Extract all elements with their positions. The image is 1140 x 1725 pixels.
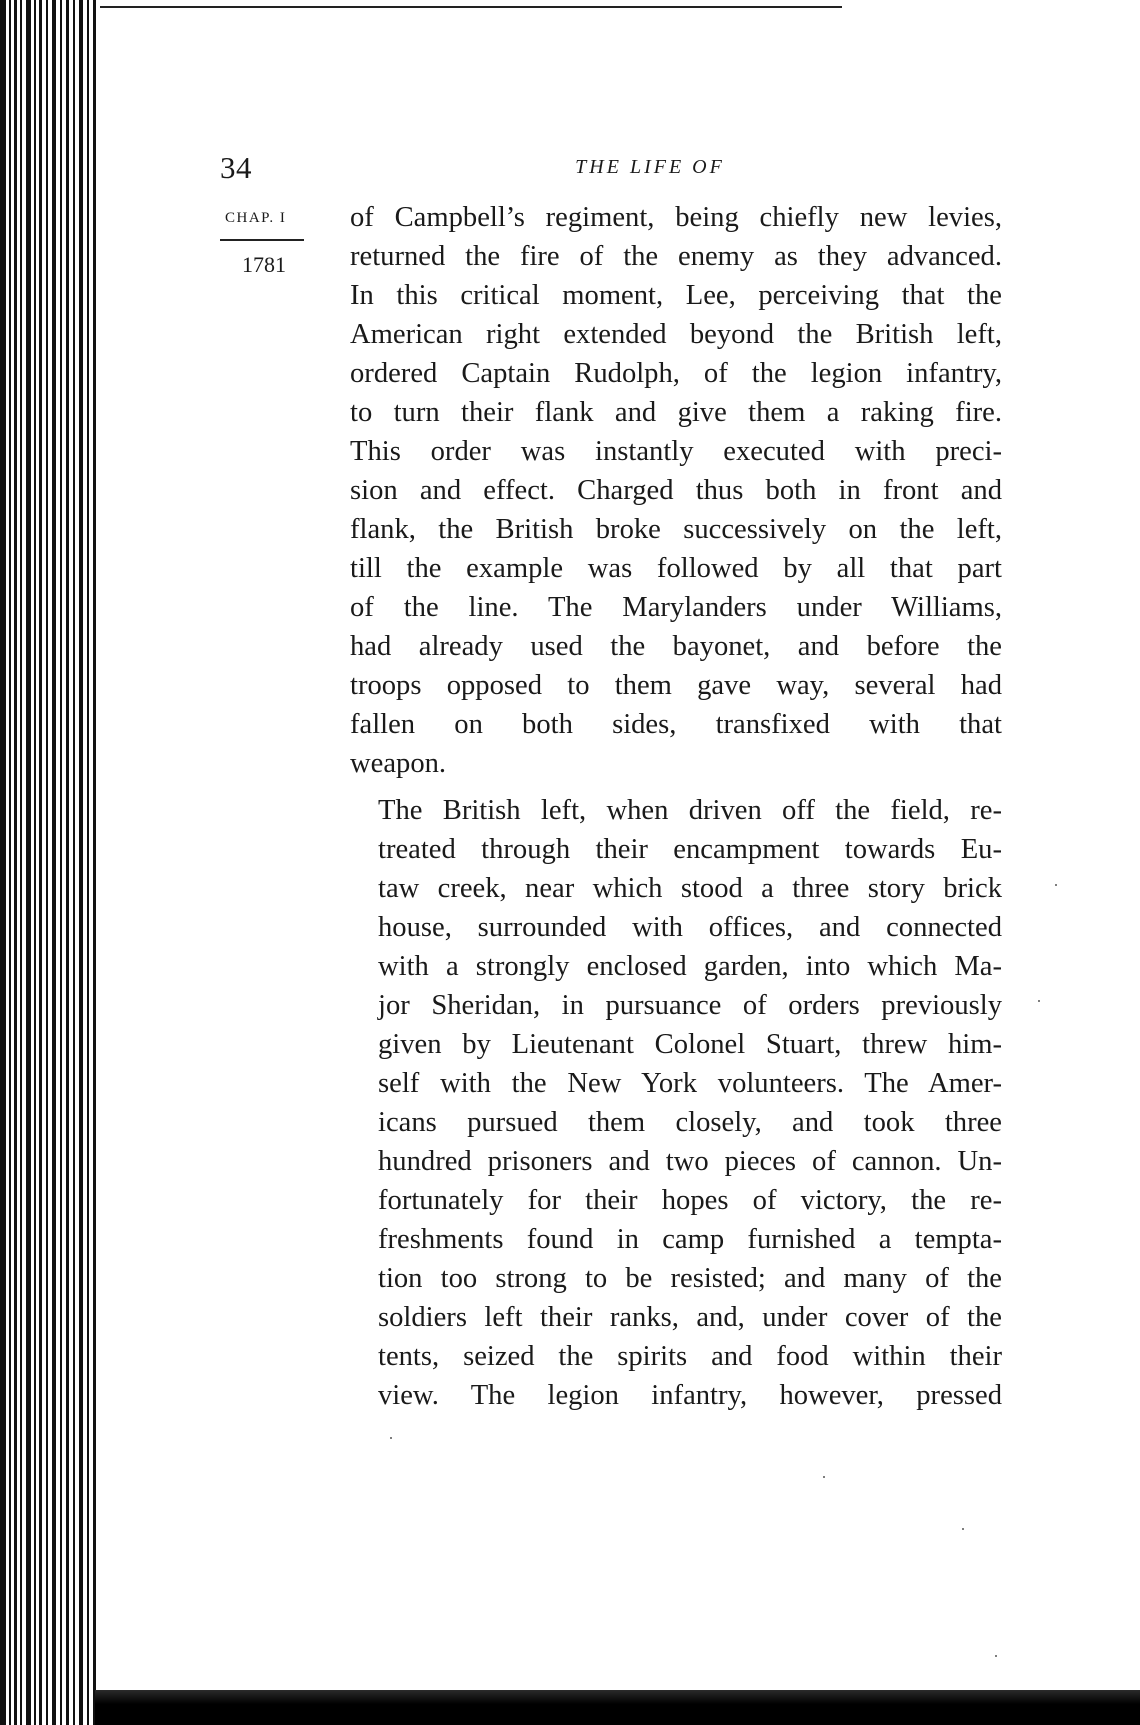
scan-speck xyxy=(1055,884,1057,886)
margin-year: 1781 xyxy=(242,252,286,277)
text-line: of Campbell’s regiment, being chiefly new levies, xyxy=(350,202,1002,233)
text-line: hundred prisoners and two pieces of cannon. Un- xyxy=(378,1146,1002,1177)
text-line: This order was instantly executed with preci- xyxy=(350,436,1002,467)
text-line: icans pursued them closely, and took three xyxy=(378,1107,1002,1138)
scan-speck xyxy=(1038,1000,1040,1002)
text-line: self with the New York volunteers. The Amer- xyxy=(378,1068,1002,1099)
text-line: troops opposed to them gave way, several had xyxy=(350,670,1002,701)
text-line: freshments found in camp furnished a tempta- xyxy=(378,1224,1002,1255)
text-line: fortunately for their hopes of victory, the re- xyxy=(378,1185,1002,1216)
text-line: house, surrounded with offices, and connected xyxy=(378,912,1002,943)
text-line: given by Lieutenant Colonel Stuart, threw him- xyxy=(378,1029,1002,1060)
top-edge-line xyxy=(100,6,842,8)
text-line: In this critical moment, Lee, perceiving that the xyxy=(350,280,1002,311)
text-line: American right extended beyond the British left, xyxy=(350,319,1002,350)
margin-chapter-label: CHAP. I xyxy=(225,210,287,226)
text-line: soldiers left their ranks, and, under cover of the xyxy=(378,1302,1002,1333)
text-line: ordered Captain Rudolph, of the legion infantry, xyxy=(350,358,1002,389)
text-line: till the example was followed by all that part xyxy=(350,553,1002,584)
text-line: tents, seized the spirits and food within their xyxy=(378,1341,1002,1372)
scan-speck xyxy=(390,1437,392,1439)
page-number: 34 xyxy=(220,150,252,185)
text-line: fallen on both sides, transfixed with that xyxy=(350,709,1002,740)
text-line: view. The legion infantry, however, pressed xyxy=(378,1380,1002,1411)
text-line: treated through their encampment towards Eu- xyxy=(378,834,1002,865)
text-line: with a strongly enclosed garden, into which Ma- xyxy=(378,951,1002,982)
binding-gutter xyxy=(0,0,105,1725)
text-line: The British left, when driven off the field, re- xyxy=(378,795,1002,826)
text-line: tion too strong to be resisted; and many of the xyxy=(378,1263,1002,1294)
text-line: of the line. The Marylanders under Williams, xyxy=(350,592,1002,623)
paragraph-2 xyxy=(350,791,1002,1415)
text-line: weapon. xyxy=(350,748,447,779)
scan-speck xyxy=(823,1476,825,1478)
bottom-scan-shadow xyxy=(95,1690,1140,1725)
text-line: had already used the bayonet, and before the xyxy=(350,631,1002,662)
text-line: sion and effect. Charged thus both in front and xyxy=(350,475,1002,506)
text-line: jor Sheridan, in pursuance of orders previously xyxy=(378,990,1002,1021)
paragraph-1 xyxy=(350,198,1002,783)
text-line: taw creek, near which stood a three story brick xyxy=(378,873,1002,904)
scan-speck xyxy=(995,1655,997,1657)
text-line: flank, the British broke successively on the left, xyxy=(350,514,1002,545)
margin-rule xyxy=(220,239,304,241)
running-head: THE LIFE OF xyxy=(575,156,725,178)
text-line: to turn their flank and give them a raking fire. xyxy=(350,397,1002,428)
scan-speck xyxy=(962,1528,964,1530)
text-line: returned the fire of the enemy as they advanced. xyxy=(350,241,1002,272)
body-text xyxy=(350,198,1002,1415)
